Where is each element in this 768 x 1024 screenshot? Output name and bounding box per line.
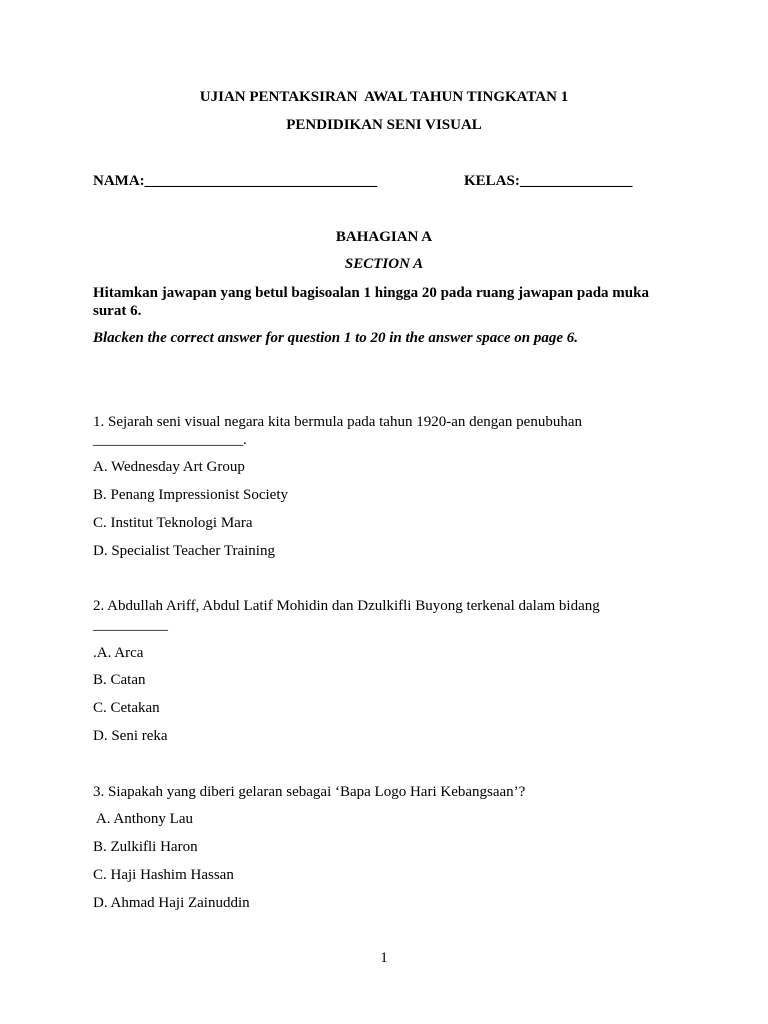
question-3-option-b: B. Zulkifli Haron — [93, 839, 198, 855]
question-1-option-b: B. Penang Impressionist Society — [93, 487, 288, 503]
exam-title: UJIAN PENTAKSIRAN AWAL TAHUN TINGKATAN 1 — [199, 89, 569, 105]
kelas-field: KELAS:_______________ — [464, 173, 633, 189]
question-2-option-b: B. Catan — [93, 672, 146, 688]
question-2-text: 2. Abdullah Ariff, Abdul Latif Mohidin dan Dzulkifli Buyong terkenal dalam bidang — [93, 598, 600, 614]
section-heading-en: SECTION A — [344, 256, 424, 272]
subject-title: PENDIDIKAN SENI VISUAL — [286, 117, 482, 133]
question-1-text: 1. Sejarah seni visual negara kita bermula pada tahun 1920-an dengan penubuhan — [93, 414, 583, 430]
question-1-blank: ____________________. — [93, 432, 247, 448]
question-3-text: 3. Siapakah yang diberi gelaran sebagai ‘Bapa Logo Hari Kebangsaan’? — [93, 784, 526, 800]
instruction-text: Hitamkan jawapan yang betul bagisoalan 1 hingga 20 pada ruang jawapan pada muka surat 6. — [93, 285, 649, 319]
question-1-option-d: D. Specialist Teacher Training — [93, 543, 275, 559]
nama-field: NAMA:_______________________________ — [93, 173, 378, 189]
question-3-option-c: C. Haji Hashim Hassan — [93, 867, 234, 883]
question-1-option-c: C. Institut Teknologi Mara — [93, 515, 253, 531]
page-number: 1 — [380, 950, 388, 966]
question-2-option-a: .A. Arca — [93, 645, 144, 661]
question-3-option-d: D. Ahmad Haji Zainuddin — [93, 895, 250, 911]
question-2-option-c: C. Cetakan — [93, 700, 160, 716]
section-heading: BAHAGIAN A — [335, 229, 433, 245]
question-3-option-a: A. Anthony Lau — [93, 811, 193, 827]
instruction-text-en: Blacken the correct answer for question 1 to 20 in the answer space on page 6. — [93, 330, 579, 346]
question-2-option-d: D. Seni reka — [93, 728, 168, 744]
question-2-blank: __________ — [93, 617, 168, 633]
question-1-option-a: A. Wednesday Art Group — [93, 459, 245, 475]
